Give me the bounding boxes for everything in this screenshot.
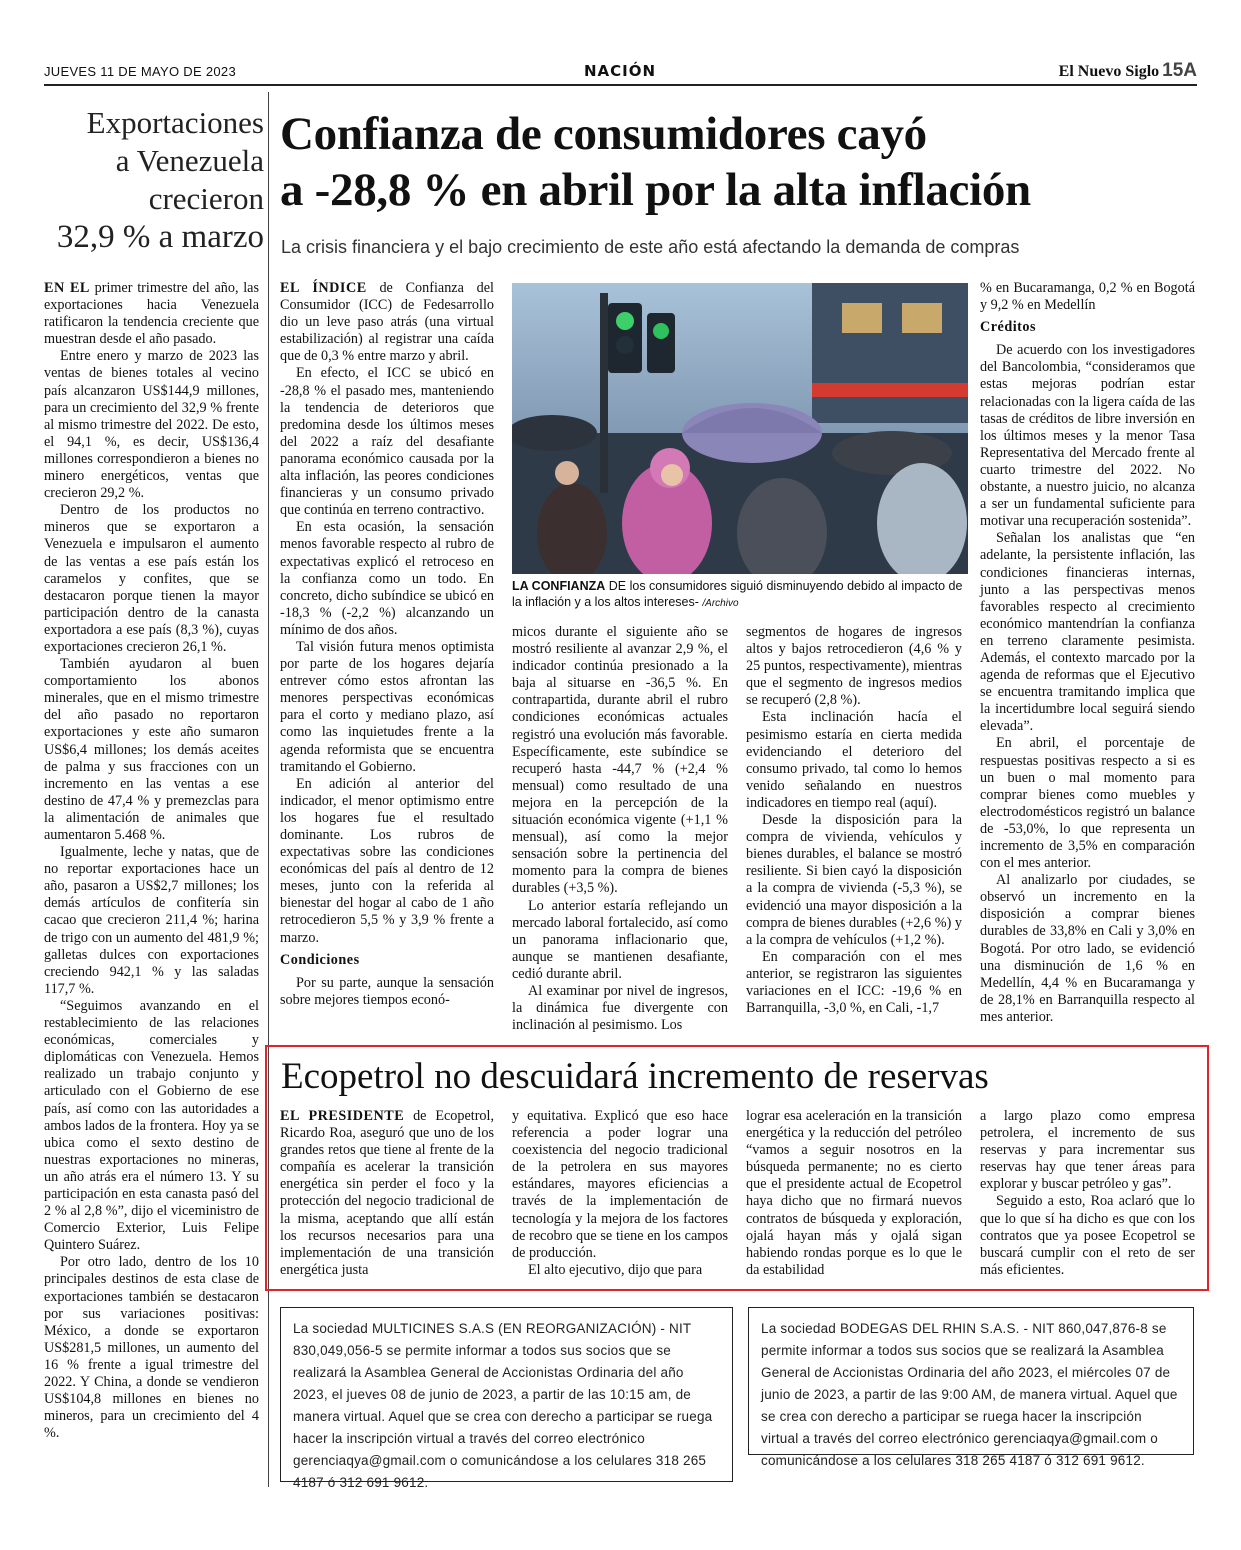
masthead [1059,60,1197,82]
side-title-line: a Venezuela [115,143,264,178]
paragraph: Lo anterior estaría reflejando un mercado laboral fortalecido, así como un panorama inflacionario que, aunque se mantienen desafiante, cedió durante abril. [512,897,728,982]
paragraph: Al examinar por nivel de ingresos, la dinámica fue divergente con inclinación al pesimismo. Los [512,982,728,1034]
paragraph: En esta ocasión, la sensación menos favorable respecto al rubro de expectativas explicó el retroceso en la confianza como un todo. En concreto, dicho subíndice se ubicó en -18,3 % (-2,2 %) alcanzando un mínimo de dos años. [280,519,494,638]
paragraph: a largo plazo como empresa petrolera, el incremento de sus reservas y para incrementar sus reservas hay que tener áreas para explorar y buscar petróleo y gas”. [980,1108,1195,1193]
main-column-1 [280,280,494,1009]
paragraph: En abril, el porcentaje de respuestas positivas respecto a si es un buen o mal momento para comprar bienes como muebles y electrodomésticos registró un balance de -53,0%, lo que representa un incremento de 3,5% en comparación con el mes anterior. [980,735,1195,872]
paragraph: y equitativa. Explicó que eso hace referencia a poder lograr una coexistencia del negocio tradicional de la petrolera en sus mayores estándares, mayores eficiencias a través de la implementación de tecnología y la mejora de los factores de recobro que se tiene en los campos de producción. [512,1108,728,1261]
main-deck: La crisis financiera y el bajo crecimiento de este año está afectando la demanda de compras [281,237,1020,257]
paragraph: EL PRESIDENTE de Ecopetrol, Ricardo Roa, aseguró que uno de los grandes retos que tiene al frente de la compañía es acelerar la transición energética sin perder el foco y la protección del negocio tradicional de la misma, aceptando que allí están los recursos necesarios para una implementación de una transición energética justa [280,1108,495,1278]
header-rule [44,84,1197,86]
eco-column-4 [980,1108,1195,1279]
paragraph: “Seguimos avanzando en el restablecimiento de las relaciones económicas, comerciales y diplomáticas con Venezuela. Hemos realizado un trabajo conjunto y articulado con el Gobierno de ese país, así como con las autoridades a ambos lados de la frontera. Hoy ya se ubica como el sexto destino de nuestras exportaciones no mineras, un año atrás era el número 13. Y su participación en esta canasta pasó del 2 % al 2,8 %”, dijo el viceministro de Comercio Exterior, Luis Felipe Quintero Suárez. [44,997,259,1254]
paragraph: También ayudaron al buen comportamiento los abonos minerales, que en el mismo trimestre del año pasado no reportaron exportaciones y este año sumaron US$6,4 millones; los demás aceites de palma y sus fracciones con un incremento en las ventas a ese destino de 47,4 % y premezclas para la alimentación de animales que aumentaron 5.468 %. [44,656,259,843]
paragraph: Al analizarlo por ciudades, se observó un incremento en la disposición a comprar bienes durables de 33,8% en Cali y 3,0% en Bogotá. Por otro lado, se evidenció una disminución de 1,6 % en Medellín, 4,4 % en Bucaramanga y de 28,1% en Barranquilla respecto al mes anterior. [980,872,1195,1025]
paragraph: En efecto, el ICC se ubicó en -28,8 % el pasado mes, manteniendo la tendencia de deterioros que predomina desde los últimos meses del 2022 a raíz del desafiante panorama económico causada por la alta inflación, las peores condiciones financieras y un consumo privado que continúa en terreno contractivo. [280,365,494,519]
paragraph: El alto ejecutivo, dijo que para [528,1261,703,1278]
page-number: 15A [1162,60,1197,81]
main-column-4 [980,280,1195,1026]
legal-notice-multicines: La sociedad MULTICINES S.A.S (EN REORGANIZACIÓN) - NIT 830,049,056-5 se permite informar a todos sus socios que se realizará la Asamblea General de Accionistas Ordinaria del año 2023, el jueves 08 de junio de 2023, a partir de las 10:15 am, de manera virtual. Aquel que se crea con derecho a participar se ruega hacer la inscripción virtual a través del correo electrónico gerenciaqya@gmail.com o comunicándose a los celulares 318 265 4187 ó 312 691 9612. [280,1307,733,1482]
headline-line: a -28,8 % en abril por la alta inflación [280,164,1031,216]
paragraph: Dentro de los productos no mineros que se exportaron a Venezuela e impulsaron el aumento de las ventas a ese país están los caramelos y confites, que se destacaron porque tienen la mayor participación dentro de la canasta exportadora a ese país (8,3 %), cuyas exportaciones crecieron 26,1 %. [44,502,259,655]
paragraph: EN EL primer trimestre del año, las exportaciones hacia Venezuela ratificaron la tendencia creciente que muestran desde el año pasado. [44,280,259,348]
paragraph: De acuerdo con los investigadores del Bancolombia, “consideramos que estas mejoras podrían estar relacionadas con la ligera caída de las tasas de créditos de libre inversión en los últimos meses y la menor Tasa Representativa del Mercado frente al cuarto trimestre del 2022. No obstante, a nuestro juicio, no alcanza a ser un fundamental suficiente para motivar una recuperación sostenida”. [980,342,1195,530]
main-column-3 [746,624,962,1017]
paragraph: Igualmente, leche y natas, que de no reportar exportaciones hace un año, pasaron a US$2,7 millones; los demás artículos de confitería sin cacao que crecieron 211,4 %; harina de trigo con un aumento del 481,9 %; galletas dulces con exportaciones creciendo 942,1 % y las saladas 117,7 %. [44,844,259,997]
news-photo [512,283,968,574]
main-headline [280,106,1200,218]
paragraph: Entre enero y marzo de 2023 las ventas de bienes totales al vecino país alcanzaron US$144,9 millones, para un crecimiento del 32,9 % frente al mismo trimestre del 2022. De esto, el 94,1 %, es decir, US$136,4 millones correspondieron a bienes no minero energéticos, ventas que crecieron 29,2 %. [44,348,259,502]
ecopetrol-headline: Ecopetrol no descuidará incremento de reservas [281,1056,989,1097]
lead-in: EN EL [44,280,90,296]
page-date: JUEVES 11 DE MAYO DE 2023 [44,64,236,79]
side-title-line: Exportaciones [86,105,264,140]
main-column-2 [512,624,728,1034]
side-article-body [44,280,259,1442]
paragraph: Por otro lado, dentro de los 10 principales destinos de esta clase de exportaciones también se destacaron por sus variaciones positivas: México, a donde se exportaron US$281,5 millones, un aumento del 16 % frente a igual trimestre del 2022. Y China, a donde se vendieron US$104,8 millones en bienes no mineros, para un crecimiento del 4 %. [44,1254,259,1442]
paragraph: Por su parte, aunque la sensación sobre mejores tiempos econó- [280,974,494,1008]
lead-in: EL ÍNDICE [280,280,367,296]
side-title-line: 32,9 % a marzo [56,219,264,255]
caption-lead: LA CONFIANZA [512,579,606,593]
section-name: NACIÓN [583,62,657,80]
lead-in: EL PRESIDENTE [280,1108,405,1124]
subheading: Condiciones [280,951,360,968]
paragraph: segmentos de hogares de ingresos altos y bajos retrocedieron (4,6 % y 25 puntos, respectivamente), mientras que el segmento de ingresos medios se recuperó (2,8 %). [746,624,962,709]
paragraph: EL ÍNDICE de Confianza del Consumidor (ICC) de Fedesarrollo dio un leve paso atrás (una virtual estabilización) al registrar una caída que de 0,3 % entre marzo y abril. [280,280,495,365]
paragraph: En comparación con el mes anterior, se registraron las siguientes variaciones en el ICC: -19,6 % en Barranquilla, -3,0 %, en Cali, -1,7 [746,948,962,1017]
headline-line: Confianza de consumidores cayó [280,108,927,160]
photo-caption [512,578,970,612]
paper-name: El Nuevo Siglo [1058,63,1160,80]
caption-text: DE los consumidores siguió disminuyendo debido al impacto de la inflación y a los altos intereses- [512,579,963,609]
paragraph: micos durante el siguiente año se mostró resiliente al avanzar 2,9 %, el indicador continúa presionado a la baja al situarse en -36,5 %. En contrapartida, durante abril el rubro condiciones económicas actuales registró una evolución más favorable. Específicamente, este subíndice se recuperó hasta -44,7 % (+2,4 % mensual) como resultado de una mejora en la percepción de la situación económica vigente (+1,1 % mensual), así como la mejor sensación sobre la pertinencia del momento para la compra de bienes durables (+3,5 %). [512,624,728,897]
paragraph: Tal visión futura menos optimista por parte de los hogares dejaría entrever cómo estos afrontan las menores perspectivas económicas para el corto y mediano plazo, así como las inquietudes frente a la agenda reformista que se encuentra tramitando el Gobierno. [280,638,494,775]
paragraph: Señalan los analistas que “en adelante, la persistente inflación, las condiciones financieras internas, junto a las perspectivas menos favorables respecto al crecimiento económico mantendrían la confianza en terreno claramente pesimista. Además, el contexto marcado por la agenda de reformas que el Ejecutivo se encuentra tramitando implica que la incertidumbre local seguirá siendo elevada”. [980,530,1195,735]
paragraph: % en Bucaramanga, 0,2 % en Bogotá y 9,2 % en Medellín [980,280,1195,314]
side-title-line: crecieron [148,181,264,216]
paragraph: Desde la disposición para la compra de vivienda, vehículos y bienes durables, el balance se mostró resiliente. Si bien cayó la disposición a la compra de vivienda (-5,3 %), se evidenció una mayor disposición a la compra de bienes durables (+2,6 %) y a la compra de vehículos (+1,2 %). [746,812,962,948]
legal-notice-bodegas-del-rhin: La sociedad BODEGAS DEL RHIN S.A.S. - NIT 860,047,876-8 se permite informar a todos sus socios que se realizará la Asamblea General de Accionistas Ordinaria del año 2023, el miércoles 07 de junio de 2023, a partir de las 9:00 AM, de manera virtual. Aquel que se crea con derecho a participar se ruega hacer la inscripción virtual a través del correo electrónico gerenciaqya@gmail.com o comunicándose a los celulares 318 265 4187 ó 312 691 9612. [748,1307,1194,1455]
photo-credit: /Archivo [702,598,739,609]
paragraph: Esta inclinación hacía el pesimismo estaría en cierta medida evidenciando el deterioro del consumo privado, tal como lo hemos venido señalando en nuestros indicadores en tiempo real (aquí). [746,709,962,811]
eco-column-2 [512,1108,728,1279]
eco-column-1 [280,1108,494,1279]
paragraph: En adición al anterior del indicador, el menor optimismo entre los hogares fue el resultado dominante. Los rubros de expectativas sobre las condiciones económicas del país al dentro de 12 meses, junto con la referida al bienestar del hogar al cabo de 1 año retrocedieron 5,5 % y 3,9 % frente a marzo. [280,775,494,946]
paragraph: Seguido a esto, Roa aclaró que lo que lo que sí ha dicho es que con los contratos que ya posee Ecopetrol se buscará cumplir con el reto de ser más eficientes. [980,1193,1195,1278]
side-article-title [44,104,264,256]
paragraph: lograr esa aceleración en la transición energética y la reducción del petróleo “vamos a seguir nosotros en la búsqueda permanente; no es cierto que el presidente actual de Ecopetrol haya dicho que no firmará nuevos contratos de búsqueda y exploración, ojalá hayan más y ojalá sigan habiendo rondas porque es lo que le da estabilidad [746,1108,962,1278]
subheading: Créditos [980,319,1037,336]
eco-column-3 [746,1108,962,1279]
